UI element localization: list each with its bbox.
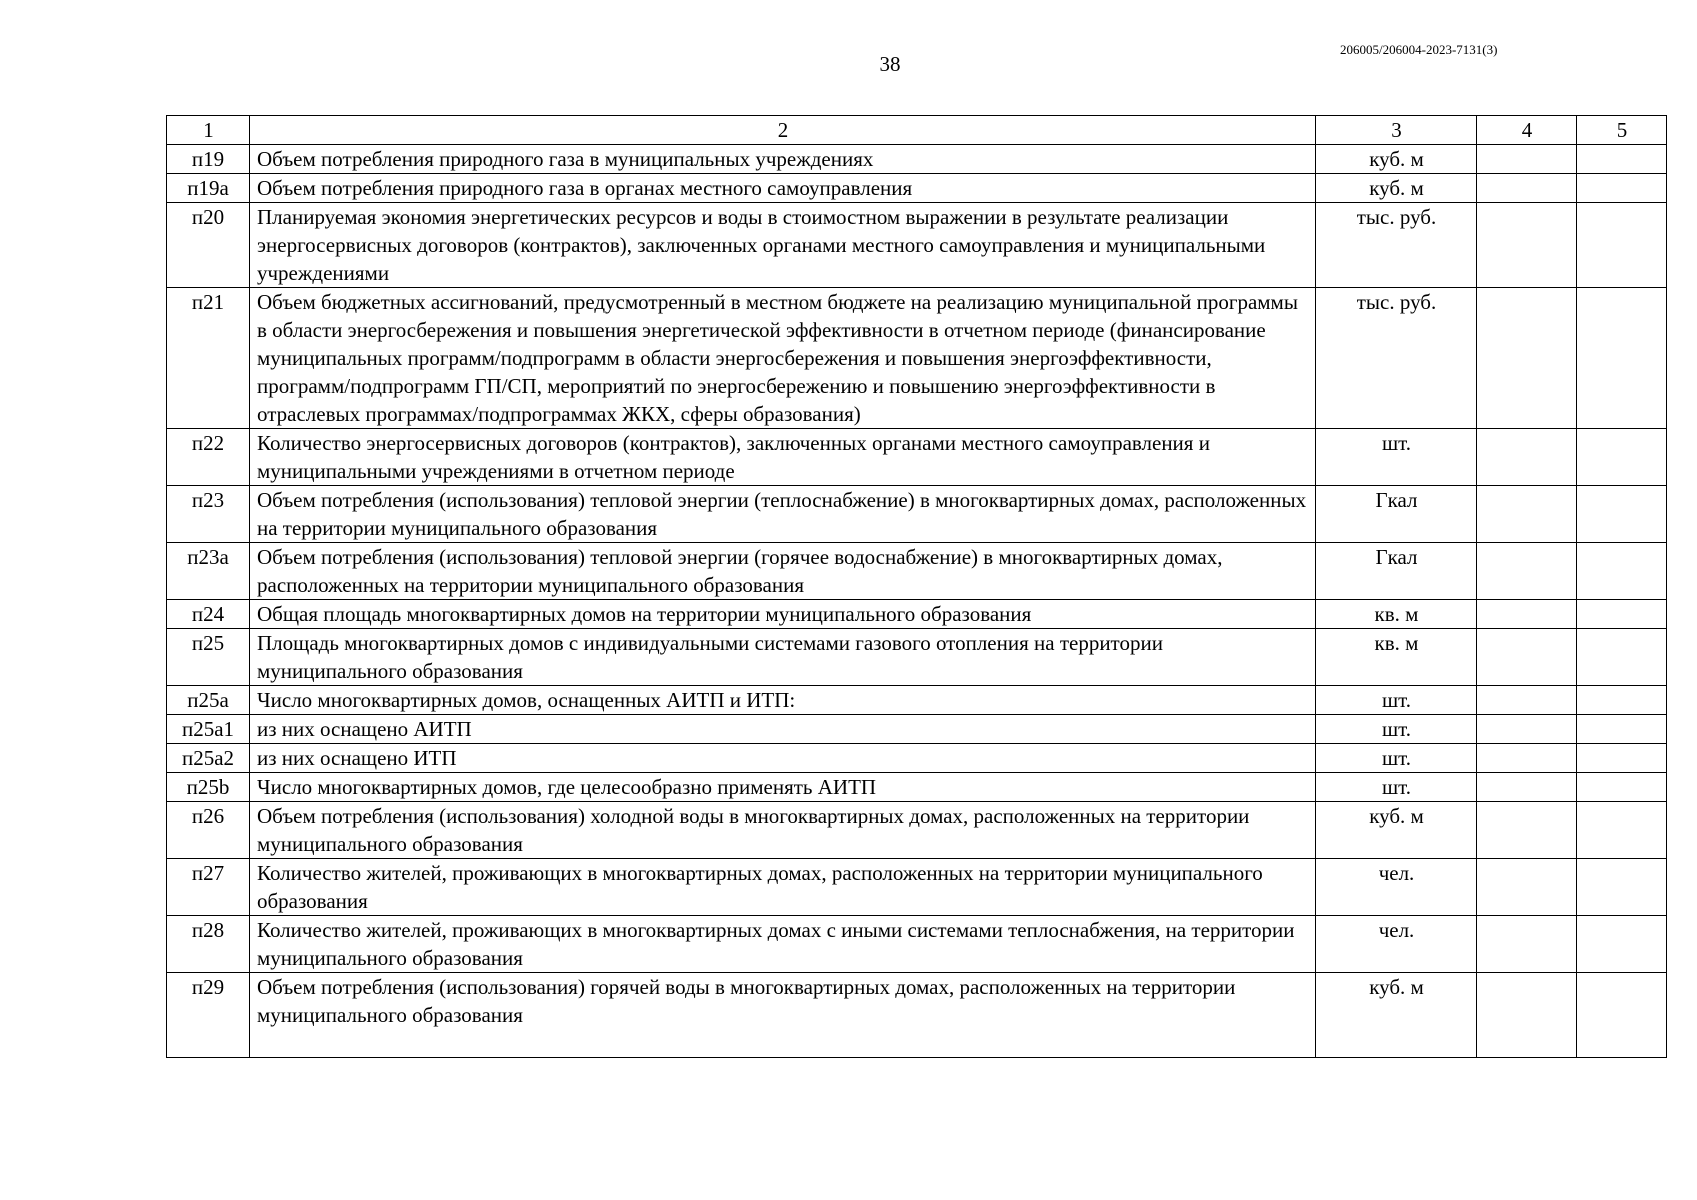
value-cell-col4 (1477, 916, 1577, 973)
value-cell-col5 (1577, 916, 1667, 973)
indicator-unit: шт. (1316, 686, 1477, 715)
value-cell-col4 (1477, 773, 1577, 802)
value-cell-col5 (1577, 773, 1667, 802)
value-cell-col4 (1477, 600, 1577, 629)
value-cell-col5 (1577, 802, 1667, 859)
value-cell-col4 (1477, 486, 1577, 543)
indicator-code: п25а2 (167, 744, 250, 773)
value-cell-col5 (1577, 429, 1667, 486)
indicator-unit: тыс. руб. (1316, 288, 1477, 429)
indicator-code: п22 (167, 429, 250, 486)
indicator-description: Площадь многоквартирных домов с индивидуальными системами газового отопления на территории муниципального образования (250, 629, 1316, 686)
value-cell-col4 (1477, 174, 1577, 203)
value-cell-col4 (1477, 629, 1577, 686)
indicator-unit: чел. (1316, 859, 1477, 916)
value-cell-col5 (1577, 486, 1667, 543)
table-header-row (167, 116, 1667, 145)
table-row (167, 600, 1667, 629)
value-cell-col5 (1577, 973, 1667, 1058)
value-cell-col4 (1477, 686, 1577, 715)
document-id: 206005/206004-2023-7131(3) (1340, 42, 1498, 57)
indicator-code: п23а (167, 543, 250, 600)
table-row (167, 543, 1667, 600)
indicator-description: Объем потребления (использования) холодной воды в многоквартирных домах, расположенных на территории муниципального образования (250, 802, 1316, 859)
indicator-code: п29 (167, 973, 250, 1058)
indicator-description: Количество энергосервисных договоров (контрактов), заключенных органами местного самоуправления и муниципальными учреждениями в отчетном периоде (250, 429, 1316, 486)
indicator-unit: куб. м (1316, 145, 1477, 174)
value-cell-col5 (1577, 715, 1667, 744)
indicator-unit: кв. м (1316, 629, 1477, 686)
table-row (167, 916, 1667, 973)
indicator-description: Объем потребления природного газа в органах местного самоуправления (250, 174, 1316, 203)
indicator-code: п23 (167, 486, 250, 543)
indicator-code: п21 (167, 288, 250, 429)
column-header: 4 (1477, 116, 1577, 145)
indicator-code: п25а (167, 686, 250, 715)
indicator-unit: чел. (1316, 916, 1477, 973)
indicator-description: Количество жителей, проживающих в многоквартирных домах, расположенных на территории муниципального образования (250, 859, 1316, 916)
value-cell-col4 (1477, 802, 1577, 859)
column-header: 1 (167, 116, 250, 145)
indicator-unit: куб. м (1316, 973, 1477, 1058)
table-row (167, 629, 1667, 686)
indicator-unit: кв. м (1316, 600, 1477, 629)
indicator-description: Объем бюджетных ассигнований, предусмотренный в местном бюджете на реализацию муниципальной программы в области энергосбережения и повышения энергетической эффективности в отчетном периоде (финансирование муниципальных программ/подпрограмм в области энергосбережения и повышения энергоэффективности, программ/подпрограмм ГП/СП, мероприятий по энергосбережению и повышению энергоэффективности в отраслевых программах/подпрограммах ЖКХ, сферы образования) (250, 288, 1316, 429)
table-row (167, 686, 1667, 715)
value-cell-col5 (1577, 744, 1667, 773)
indicator-unit: шт. (1316, 773, 1477, 802)
indicator-code: п19 (167, 145, 250, 174)
table-row (167, 973, 1667, 1058)
indicator-code: п25 (167, 629, 250, 686)
table-row (167, 773, 1667, 802)
indicator-unit: куб. м (1316, 174, 1477, 203)
indicator-table (166, 115, 1667, 1058)
value-cell-col4 (1477, 145, 1577, 174)
indicator-description: Объем потребления природного газа в муниципальных учреждениях (250, 145, 1316, 174)
table-row (167, 174, 1667, 203)
value-cell-col5 (1577, 686, 1667, 715)
table-row (167, 429, 1667, 486)
value-cell-col4 (1477, 543, 1577, 600)
indicator-description: Объем потребления (использования) тепловой энергии (горячее водоснабжение) в многоквартирных домах, расположенных на территории муниципального образования (250, 543, 1316, 600)
indicator-code: п25b (167, 773, 250, 802)
table-row (167, 715, 1667, 744)
indicator-unit: шт. (1316, 429, 1477, 486)
value-cell-col4 (1477, 203, 1577, 288)
indicator-unit: Гкал (1316, 543, 1477, 600)
indicator-code: п19а (167, 174, 250, 203)
indicator-description: Число многоквартирных домов, оснащенных АИТП и ИТП: (250, 686, 1316, 715)
indicator-description: Число многоквартирных домов, где целесообразно применять АИТП (250, 773, 1316, 802)
indicator-description: из них оснащено АИТП (250, 715, 1316, 744)
indicator-code: п26 (167, 802, 250, 859)
table-row (167, 859, 1667, 916)
value-cell-col5 (1577, 600, 1667, 629)
value-cell-col5 (1577, 629, 1667, 686)
indicator-description: из них оснащено ИТП (250, 744, 1316, 773)
value-cell-col4 (1477, 973, 1577, 1058)
indicator-unit: куб. м (1316, 802, 1477, 859)
value-cell-col4 (1477, 715, 1577, 744)
value-cell-col5 (1577, 288, 1667, 429)
value-cell-col4 (1477, 859, 1577, 916)
table-row (167, 802, 1667, 859)
page-number: 38 (879, 52, 901, 76)
indicator-code: п28 (167, 916, 250, 973)
indicator-code: п24 (167, 600, 250, 629)
table-row (167, 288, 1667, 429)
table-row (167, 203, 1667, 288)
indicator-code: п20 (167, 203, 250, 288)
value-cell-col5 (1577, 859, 1667, 916)
indicator-description: Объем потребления (использования) горячей воды в многоквартирных домах, расположенных на территории муниципального образования (250, 973, 1316, 1058)
indicator-description: Количество жителей, проживающих в многоквартирных домах с иными системами теплоснабжения, на территории муниципального образования (250, 916, 1316, 973)
value-cell-col4 (1477, 744, 1577, 773)
value-cell-col5 (1577, 203, 1667, 288)
indicator-unit: тыс. руб. (1316, 203, 1477, 288)
table-row (167, 145, 1667, 174)
indicator-code: п25а1 (167, 715, 250, 744)
column-header: 3 (1316, 116, 1477, 145)
column-header: 5 (1577, 116, 1667, 145)
indicator-description: Общая площадь многоквартирных домов на территории муниципального образования (250, 600, 1316, 629)
table-row (167, 744, 1667, 773)
indicator-code: п27 (167, 859, 250, 916)
indicator-unit: шт. (1316, 744, 1477, 773)
indicator-description: Планируемая экономия энергетических ресурсов и воды в стоимостном выражении в результате реализации энергосервисных договоров (контрактов), заключенных органами местного самоуправления и муниципальными учреждениями (250, 203, 1316, 288)
value-cell-col5 (1577, 543, 1667, 600)
indicator-description: Объем потребления (использования) тепловой энергии (теплоснабжение) в многоквартирных домах, расположенных на территории муниципального образования (250, 486, 1316, 543)
table-row (167, 486, 1667, 543)
value-cell-col4 (1477, 288, 1577, 429)
value-cell-col5 (1577, 145, 1667, 174)
indicator-unit: шт. (1316, 715, 1477, 744)
value-cell-col5 (1577, 174, 1667, 203)
column-header: 2 (250, 116, 1316, 145)
value-cell-col4 (1477, 429, 1577, 486)
indicator-unit: Гкал (1316, 486, 1477, 543)
